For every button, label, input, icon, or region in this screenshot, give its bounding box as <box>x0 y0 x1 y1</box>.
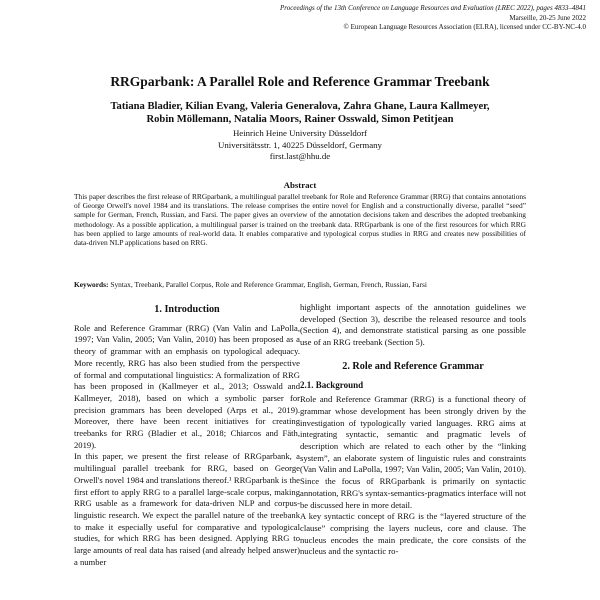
abstract-heading: Abstract <box>283 180 317 190</box>
paper-title: RRGparbank: A Parallel Role and Reference Grammar Treebank <box>110 74 490 89</box>
left-column <box>74 302 300 568</box>
right-column <box>300 302 526 558</box>
affiliation-block <box>100 128 500 163</box>
venue-line: Marseille, 20-25 June 2022 <box>509 13 586 22</box>
keywords-text: Syntax, Treebank, Parallel Corpus, Role and Reference Grammar, English, German, French, Russian, Farsi <box>108 280 427 289</box>
email: first.last@hhu.de <box>269 151 331 161</box>
author-list <box>60 100 540 126</box>
abstract-text: This paper describes the first release of RRGparbank, a multilingual parallel treebank for Role and Reference Grammar (RRG) that contains annotations of George Orwell's novel 1984 and its translations. The release comprises the entire novel for English and a constructionally diverse, parallel “seed” sample for German, French, Russian, and Farsi. The paper gives an overview of the annotation decisions taken and describes the adopted treebanking methodology. As a possible application, a multilingual parser is trained on the treebank data. RRGparbank is one of the first resources for which RRG has been applied to large amounts of real-world data. It enables comparative and typological corpus studies in RRG and creates new possibilities of data-driven NLP applications based on RRG. <box>74 192 526 248</box>
address: Universitätsstr. 1, 40225 Düsseldorf, Germany <box>218 139 382 150</box>
intro-paragraph-continued: highlight important aspects of the annotation guidelines we developed (Section 3), describe the released resource and tools (Section 4), and demonstrate statistical parsing as one possible use of an RRG treebank (Section 5). <box>300 302 526 348</box>
author-line-1: Tatiana Bladier, Kilian Evang, Valeria Generalova, Zahra Ghane, Laura Kallmeyer, <box>110 101 490 112</box>
proceedings-header <box>166 4 586 33</box>
section-heading-rrg: 2. Role and Reference Grammar <box>342 360 484 372</box>
intro-paragraph-2: In this paper, we present the first release of RRGparbank, a multilingual parallel treebank for RRG, based on George Orwell's novel 1984 and translations thereof.¹ RRGparbank is the first effort to apply RRG to a parallel large-scale corpus, making RRG usable as a framework for data-driven NLP and corpus-linguistic research. We expect the parallel nature of the treebank to make it especially useful for comparative and typological studies, for which RRG has been designed. Applying RRG to large amounts of real data has raised (and already helped answer) a number <box>74 451 300 567</box>
subsection-heading-background: 2.1. Background <box>300 379 364 390</box>
keywords-label: Keywords: <box>74 280 109 289</box>
background-paragraph-1: Role and Reference Grammar (RRG) is a functional theory of grammar whose development has been strongly driven by the investigation of typologically varied languages. RRG aims at integrating syntactic, semantic and pragmatic levels of description which are related to each other by the “linking system”, an elaborate system of linguistic rules and constraints (Van Valin and LaPolla, 1997; Van Valin, 2005; Van Valin, 2010). Since the focus of RRGparbank is primarily on syntactic annotation, RRG's syntax-semantics-pragmatics interface will not be discussed here in more detail. <box>300 394 526 510</box>
keywords <box>74 280 526 289</box>
intro-paragraph-1: Role and Reference Grammar (RRG) (Van Valin and LaPolla, 1997; Van Valin, 2005; Van Valin, 2010) has been proposed as a theory of grammar with an emphasis on typological adequacy. More recently, RRG has also been studied from the perspective of formal and computational linguistics: A formalization of RRG has been proposed in (Kallmeyer et al., 2013; Osswald and Kallmeyer, 2018), based on which a symbolic parser for precision grammars has been developed (Arps et al., 2019). Moreover, there have been recent initiatives for creating treebanks for RRG (Bladier et al., 2018; Chiarcos and Fäth, 2019). <box>74 322 300 450</box>
author-line-2: Robin Möllemann, Natalia Moors, Rainer Osswald, Simon Petitjean <box>146 114 454 125</box>
background-paragraph-2: A key syntactic concept of RRG is the “layered structure of the clause” comprising the layers nucleus, core and clause. The nucleus encodes the main predicate, the core consists of the nucleus and the syntactic ro- <box>300 511 526 557</box>
proceedings-line: Proceedings of the 13th Conference on Language Resources and Evaluation (LREC 2022), pages 4833–4841 <box>279 4 586 12</box>
institution: Heinrich Heine University Düsseldorf <box>232 128 368 138</box>
section-heading-introduction: 1. Introduction <box>154 304 220 315</box>
license-line: © European Language Resources Association (ELRA), licensed under CC-BY-NC-4.0 <box>343 23 586 31</box>
